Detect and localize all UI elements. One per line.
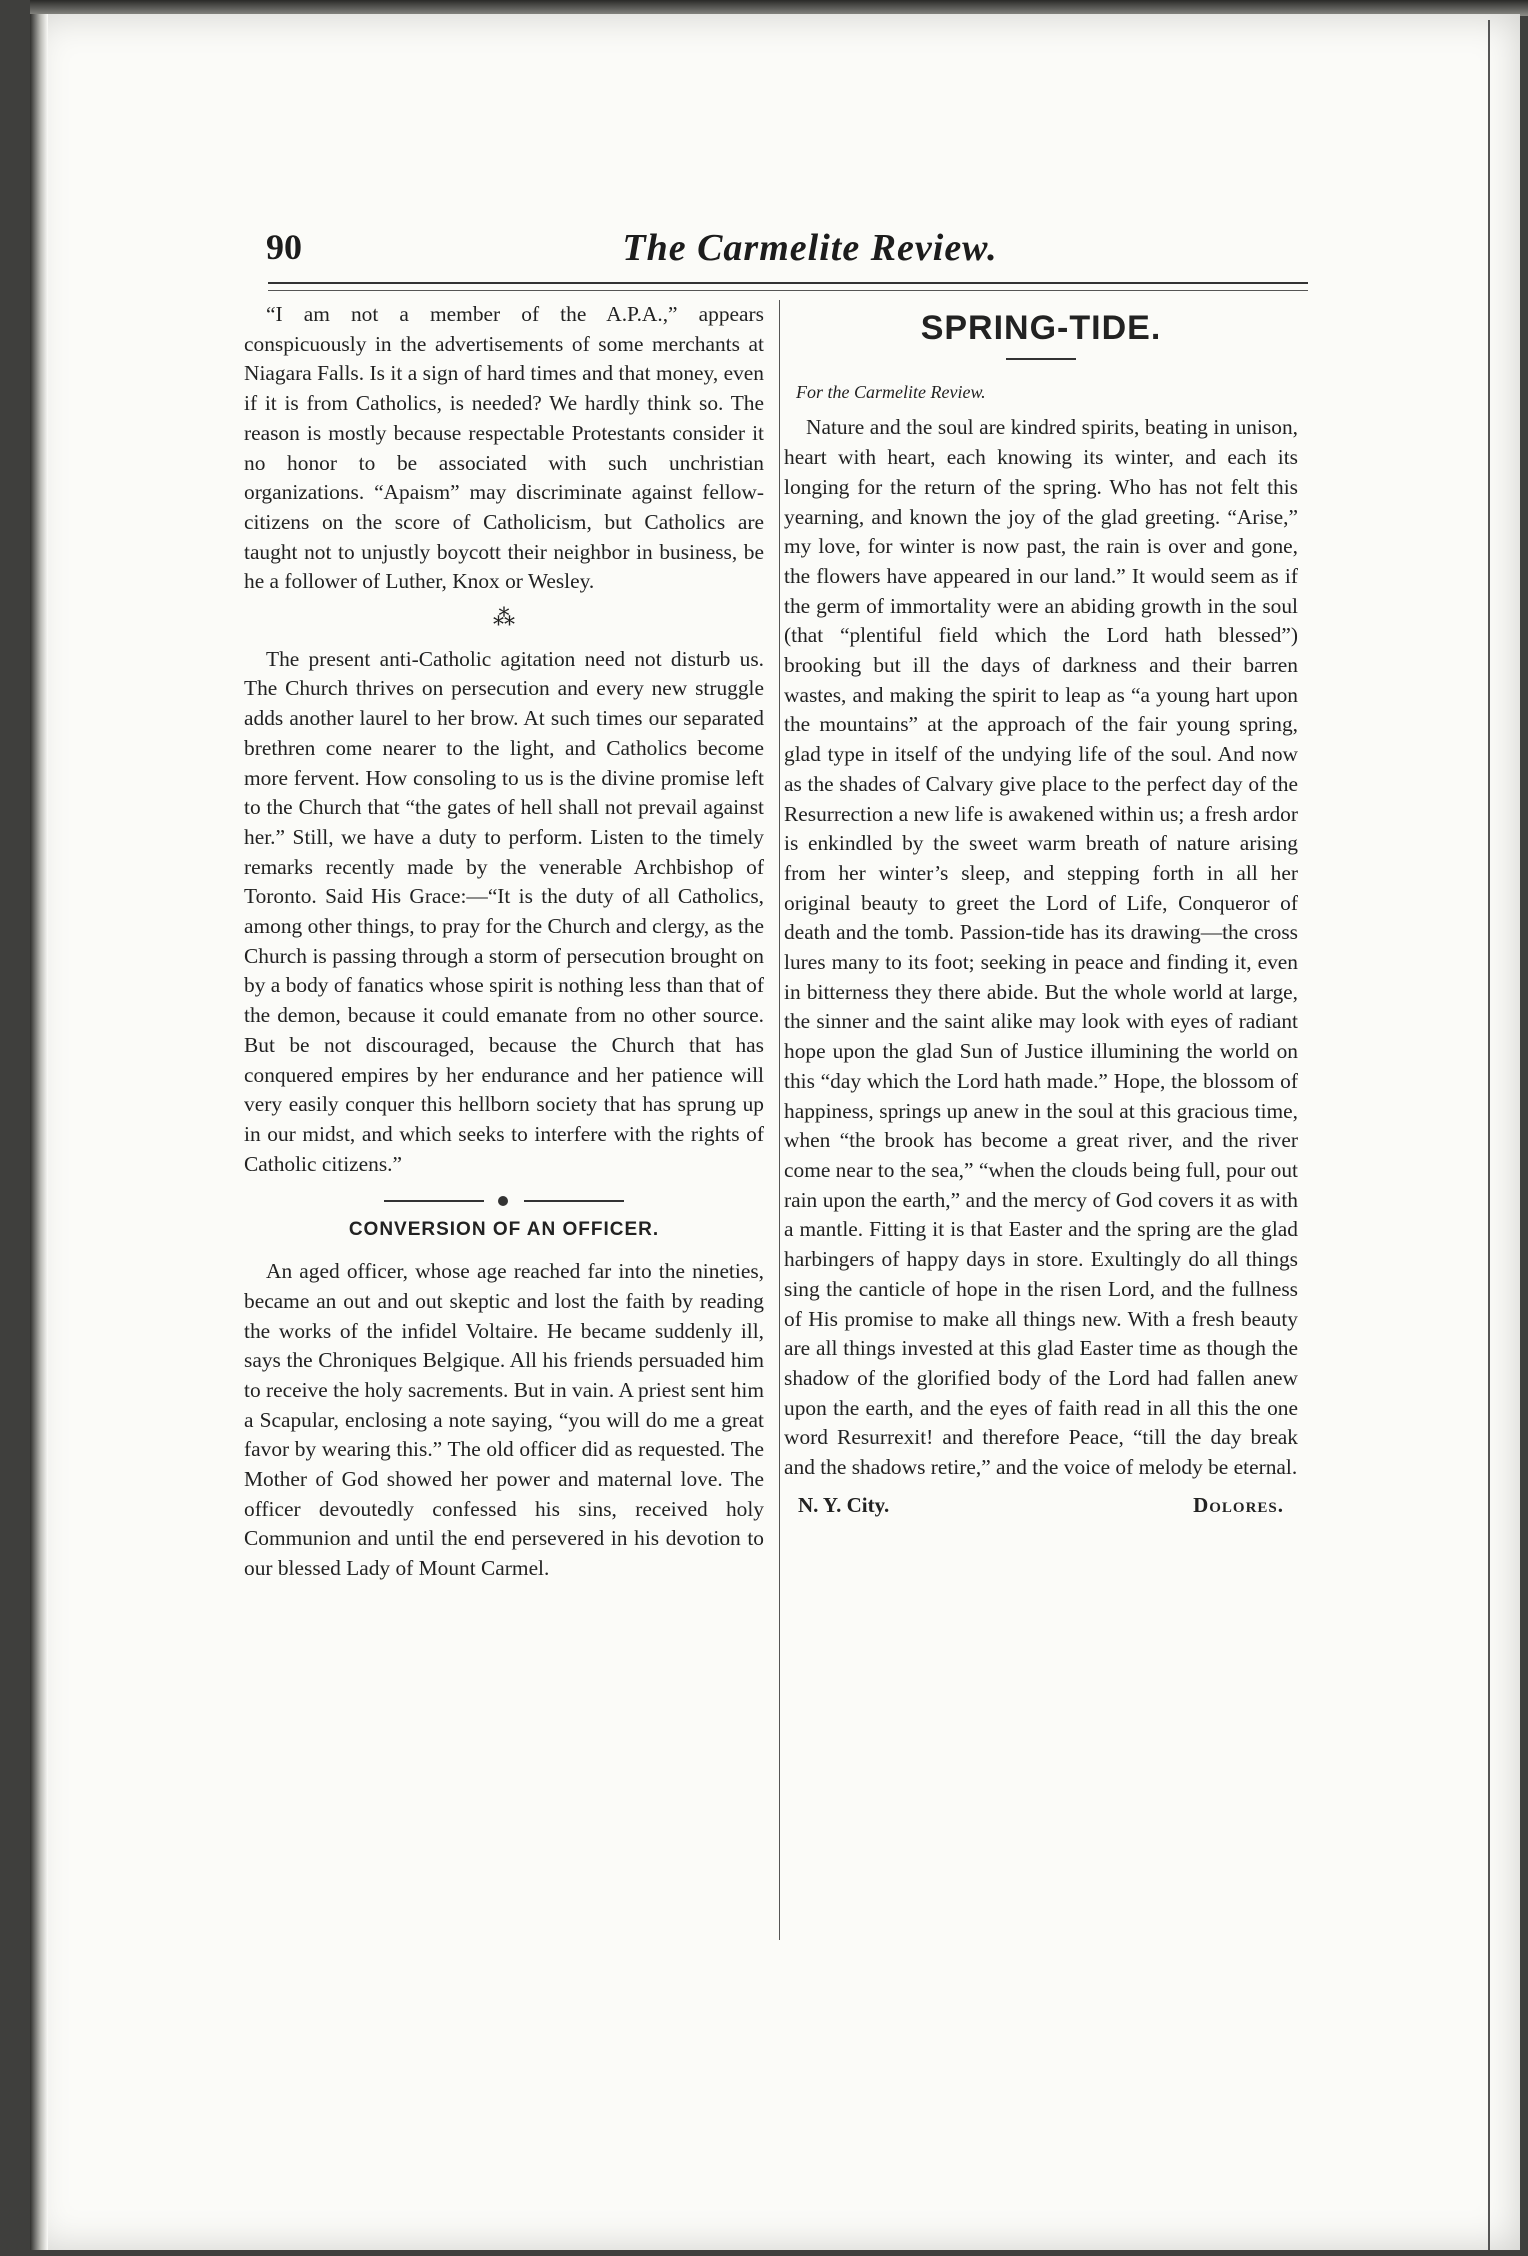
ornament-divider — [384, 1195, 624, 1207]
header-rule — [268, 282, 1308, 284]
left-column — [244, 300, 764, 1584]
signature-place: N. Y. City. — [798, 1492, 890, 1517]
agitation-paragraph: The present anti-Catholic agitation need not disturb us. The Church thrives on persecution and every new struggle adds another laurel to her brow. At such times our separated brethren come nearer to the light, and Catholics become more fervent. How consoling to us is the divine promise left to the Church that “the gates of hell shall not prevail against her.” Still, we have a duty to perform. Listen to the timely remarks recently made by the venerable Archbishop of Toronto. Said His Grace:—“It is the duty of all Catholics, among other things, to pray for the Church and clergy, as the Church is passing through a storm of persecution brought on by a body of fanatics whose spirit is nothing less than that of the demon, because it could emanate from no other source. But be not discouraged, because the Church that has conquered empires by her endurance and her patience will very easily conquer this hellborn society that has sprung up in our midst, and which seeks to interfere with the rights of Catholic citizens.” — [244, 646, 764, 1176]
journal-title: The Carmelite Review. — [622, 227, 998, 269]
page-number: 90 — [266, 227, 302, 267]
signature-author: Dolores. — [1193, 1492, 1284, 1517]
article-title-spring-tide: SPRING-TIDE. — [920, 309, 1162, 347]
page-binding-edge — [30, 14, 48, 2250]
asterism-separator: ⁂ — [493, 605, 515, 631]
apa-paragraph: “I am not a member of the A.P.A.,” appears conspicuously in the advertisements of some merchants at Niagara Falls. Is it a sign of hard times and that money, even if it is from Catholics, is needed? We hardly think so. The reason is mostly because respectable Protestants consider it no honor to be associated with such unchristian organizations. “Apaism” may discriminate against fellow-citizens on the score of Catholicism, but Catholics are taught not to unjustly boycott their neighbor in business, be he a follower of Luther, Knox or Wesley. — [244, 302, 764, 594]
signature-line — [784, 1491, 1298, 1521]
right-margin-line — [1488, 20, 1490, 2250]
spring-tide-body: Nature and the soul are kindred spirits, beating in unison, heart with heart, each knowing its winter, and each its longing for the return of the spring. Who has not felt this yearning, and known the joy of the glad greeting. “Arise,” my love, for winter is now past, the rain is over and gone, the flowers have appeared in our land.” It would seem as if the germ of immortality were an abiding growth in the soul (that “plentiful field which the Lord hath blessed”) brooking but ill the days of darkness and their barren wastes, and making the spirit to leap as “a young hart upon the mountains” at the approach of the fair young spring, glad type in itself of the undying life of the soul. And now as the shades of Calvary give place to the perfect day of the Resurrection a new life is awakened within us; a fresh ardor is enkindled by the sweet warm breath of nature arising from her winter’s sleep, and stepping forth in all her original beauty to greet the Lord of Life, Conqueror of death and the tomb. Passion-tide has its drawing—the cross lures many to its foot; seeking in peace and finding it, even in bitterness they there abide. But the whole world at large, the sinner and the saint alike may look with eyes of radiant hope upon the glad Sun of Justice illumining the world on this “day which the Lord hath made.” Hope, the blossom of happiness, springs up anew in the soul at this gracious time, when “the brook has become a great river, and the river come near to the sea,” “when the clouds being full, pour out rain upon the earth,” and the mercy of God covers it as with a mantle. Fitting it is that Easter and the spring are the glad harbingers of happy days in store. Exultingly do all things sing the canticle of hope in the risen Lord, and the fullness of His promise to make all things new. With a fresh beauty are all things invested at this glad Easter time as though the shadow of the glorified body of the Lord had fallen anew upon the earth, and the eyes of faith read in all this the one word Resurrexit! and therefore Peace, “till the day break and the shadows retire,” and the voice of melody be eternal. — [784, 415, 1298, 1480]
section-title-conversion: CONVERSION OF AN OFFICER. — [348, 1219, 660, 1241]
header-rule-thin — [268, 290, 1308, 291]
title-rule — [1006, 358, 1076, 360]
officer-paragraph: An aged officer, whose age reached far into the nineties, became an out and out skeptic and lost the faith by reading the works of the infidel Voltaire. He became suddenly ill, says the Chroniques Belgique. All his friends persuaded him to receive the holy sacrements. But in vain. A priest sent him a Scapular, enclosing a note saying, “you will do me a great favor by wearing this.” The old officer did as requested. The Mother of God showed her power and maternal love. The officer devoutedly confessed his sins, received holy Communion and until the end persevered in his devotion to our blessed Lady of Mount Carmel. — [244, 1259, 764, 1581]
column-divider — [779, 300, 780, 1940]
right-column — [784, 300, 1298, 1520]
byline: For the Carmelite Review. — [796, 381, 986, 402]
